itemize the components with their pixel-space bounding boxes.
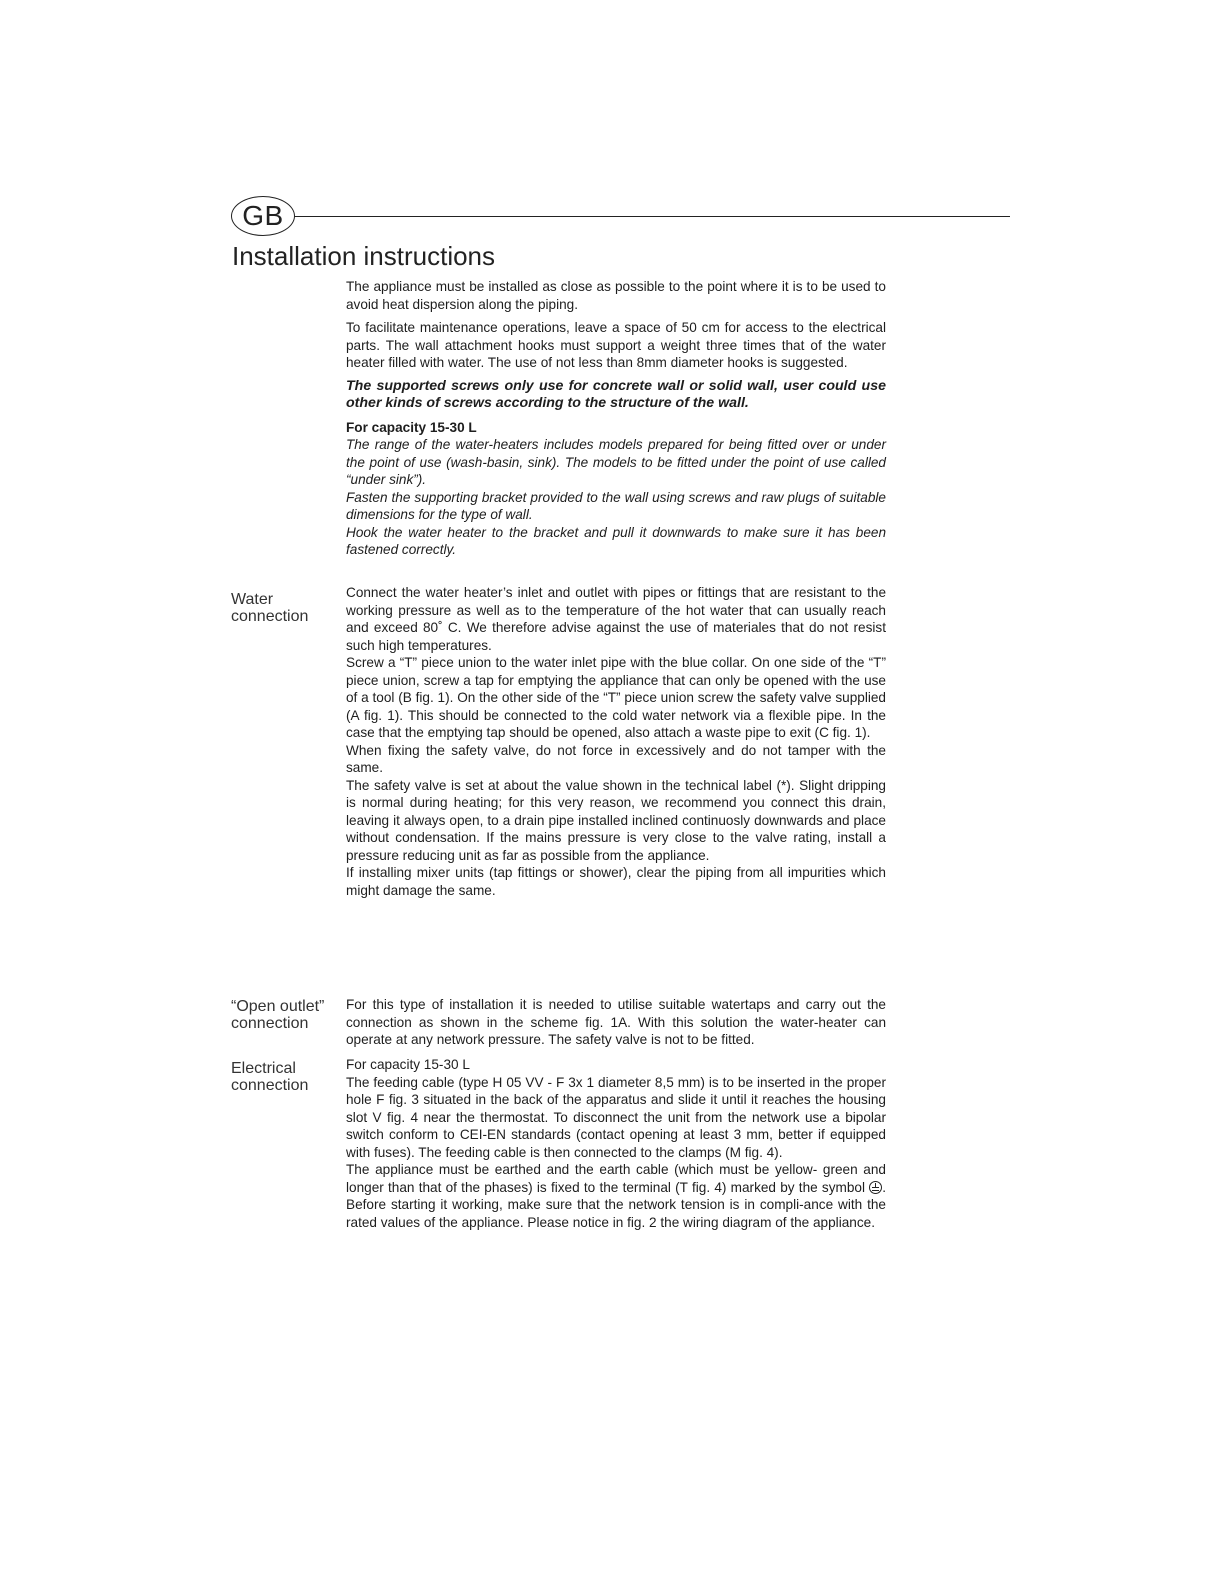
electrical-connection-section xyxy=(346,1056,886,1231)
water-connection-paragraph-1: Connect the water heater’s inlet and outlet with pipes or fittings that are resistant to the working pressure as well as to the temperature of the hot water that can usually reach and exceed 80˚ C. We therefore advise against the use of materiales that do not resist such high temperatures. xyxy=(346,585,886,653)
electrical-connection-label-line2: connection xyxy=(231,1077,309,1094)
intro-paragraph: The appliance must be installed as close as possible to the point where it is to be used to avoid heat dispersion along the piping. xyxy=(346,279,886,312)
water-connection-label-line2: connection xyxy=(231,608,309,625)
header-rule xyxy=(294,216,1010,217)
water-connection-section xyxy=(346,584,886,899)
open-outlet-label-line2: connection xyxy=(231,1015,309,1032)
screws-warning: The supported screws only use for concrete wall or solid wall, user could use other kinds of screws according to the structure of the wall. xyxy=(346,377,886,411)
water-connection-paragraph-4: The safety valve is set at about the value shown in the technical label (*). Slight dripping is normal during heating; for this very reason, we recommend you connect this drain, leaving it always open, to a drain pipe installed inclined continuosly downwards and place without condensation. If the mains pressure is very close to the valve rating, install a pressure reducing unit as far as possible from the appliance. xyxy=(346,777,886,863)
electrical-paragraph-2b: . Before starting it working, make sure that the network tension is in compli-ance with the rated values of the appliance. Please notice in fig. 2 the wiring diagram of the appliance. xyxy=(346,1179,886,1230)
water-connection-paragraph-2: Screw a “T” piece union to the water inlet pipe with the blue collar. On one side of the “T” piece union, screw a tap for emptying the appliance that can only be opened with the use of a tool (B fig. 1). On the other side of the “T” piece union screw the safety valve supplied (A fig. 1). This should be connected to the cold water network via a flexible pipe. In the case that the emptying tap should be opened, also attach a waste pipe to exit (C fig. 1). xyxy=(346,655,886,740)
hook-paragraph: Hook the water heater to the bracket and pull it downwards to make sure it has been fastened correctly. xyxy=(346,524,886,557)
electrical-connection-label xyxy=(231,1060,308,1094)
page-title: Installation instructions xyxy=(232,241,496,271)
intro-section xyxy=(346,278,886,559)
water-connection-paragraph-3: When fixing the safety valve, do not force in excessively and do not tamper with the same. xyxy=(346,742,886,775)
language-badge: GB xyxy=(231,196,295,236)
water-connection-paragraph-5: If installing mixer units (tap fittings or shower), clear the piping from all impurities which might damage the same. xyxy=(346,865,886,898)
under-sink-paragraph: The range of the water-heaters includes models prepared for being fitted over or under the point of use (wash-basin, sink). The models to be fitted under the point of use called “under sink”). xyxy=(346,437,886,487)
open-outlet-section xyxy=(346,996,886,1049)
water-connection-label xyxy=(231,591,308,625)
electrical-paragraph-2a: The appliance must be earthed and the earth cable (which must be yellow- green and longer than that of the phases) is fixed to the terminal (T fig. 4) marked by the symbol xyxy=(346,1162,886,1195)
open-outlet-label-line1: “Open outlet” xyxy=(231,998,325,1015)
electrical-capacity: For capacity 15-30 L xyxy=(346,1057,470,1072)
electrical-paragraph-1: The feeding cable (type H 05 VV - F 3x 1 diameter 8,5 mm) is to be inserted in the proper hole F fig. 3 situated in the back of the apparatus and slide it until it reaches the housing slot V fig. 4 near the thermostat. To disconnect the unit from the network use a bipolar switch conform to CEI-EN standards (contact opening at least 3 mm, better if equipped with fuses). The feeding cable is then connected to the clamps (M fig. 4). xyxy=(346,1074,886,1160)
open-outlet-label xyxy=(231,998,324,1032)
bracket-paragraph: Fasten the supporting bracket provided to the wall using screws and raw plugs of suitable dimensions for the type of wall. xyxy=(346,489,886,522)
electrical-paragraph-2 xyxy=(346,1161,886,1231)
capacity-heading: For capacity 15-30 L xyxy=(346,419,477,435)
earth-ground-icon xyxy=(869,1181,882,1194)
maintenance-paragraph: To facilitate maintenance operations, leave a space of 50 cm for access to the electrical parts. The wall attachment hooks must support a weight three times that of the water heater filled with water. The use of not less than 8mm diameter hooks is suggested. xyxy=(346,320,886,370)
open-outlet-paragraph: For this type of installation it is needed to utilise suitable watertaps and carry out the connection as shown in the scheme fig. 1A. With this solution the water-heater can operate at any network pressure. The safety valve is not to be fitted. xyxy=(346,997,886,1047)
water-connection-label-line1: Water xyxy=(231,591,274,608)
electrical-connection-label-line1: Electrical xyxy=(231,1060,296,1077)
